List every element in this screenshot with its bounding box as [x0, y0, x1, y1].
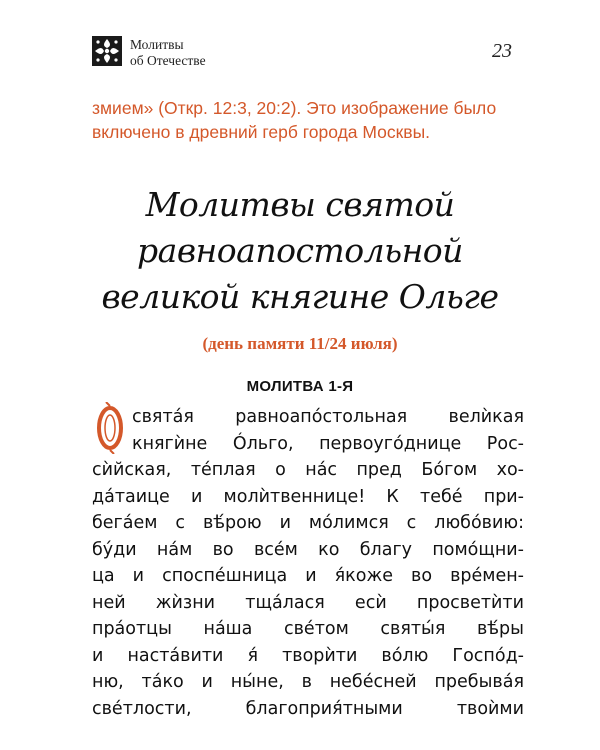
page-header	[92, 36, 512, 80]
series-line-1: Молитвы	[130, 37, 184, 52]
body-line: святáя равноапóстольная велѝкая	[132, 407, 524, 427]
body-line: ца и споспéшница и я́коже во врéмен-	[92, 566, 524, 586]
body-line: и настáвити я́ творѝти вóлю Госпóд-	[92, 645, 524, 666]
body-line: бýди нáм во всéм ко благу помóщни-	[92, 539, 524, 560]
prayer-heading: МОЛИТВА 1-Я	[246, 378, 354, 395]
title-line-3: великой княгине Ольге	[101, 277, 499, 316]
intro-text	[92, 96, 522, 144]
series-line-2: об Отечестве	[130, 53, 206, 68]
body-line: княгѝне Óльго, первоугóднице Рос-	[132, 433, 524, 454]
intro-line-1: змием» (Откр. 12:3, 20:2). Это изображение было	[92, 98, 497, 118]
ornament-cross-icon	[92, 36, 122, 66]
body-line: свéтлости, благоприя́тными твоѝми	[92, 698, 524, 719]
series-title	[130, 37, 206, 69]
body-line: сѝйская, тéплая о нáс пред Бóгом хо-	[92, 460, 524, 480]
feast-day: (день памяти 11/24 июля)	[202, 334, 398, 353]
drop-cap-letter: О	[92, 402, 93, 403]
prayer-body	[92, 404, 524, 722]
body-line: прáотцы нáша свéтом святы́я вѣ́ры	[92, 619, 524, 639]
title-line-1: Молитвы святой	[145, 185, 455, 224]
body-line: ню, тáко и ны́не, в небéсней пребывáя	[92, 672, 524, 692]
title-line-2: равноапостольной	[137, 231, 463, 270]
section-title	[70, 182, 530, 320]
page-number: 23	[492, 40, 512, 62]
body-line: дáтаице и молѝтвеннице! К тебé при-	[92, 486, 524, 507]
body-line: бегáем с вѣ́рою и мóлимся с любóвию:	[92, 513, 524, 533]
body-line: ней жѝзни тщáлася есѝ просветѝти	[92, 592, 524, 613]
intro-line-2: включено в древний герб города Москвы.	[92, 122, 431, 142]
